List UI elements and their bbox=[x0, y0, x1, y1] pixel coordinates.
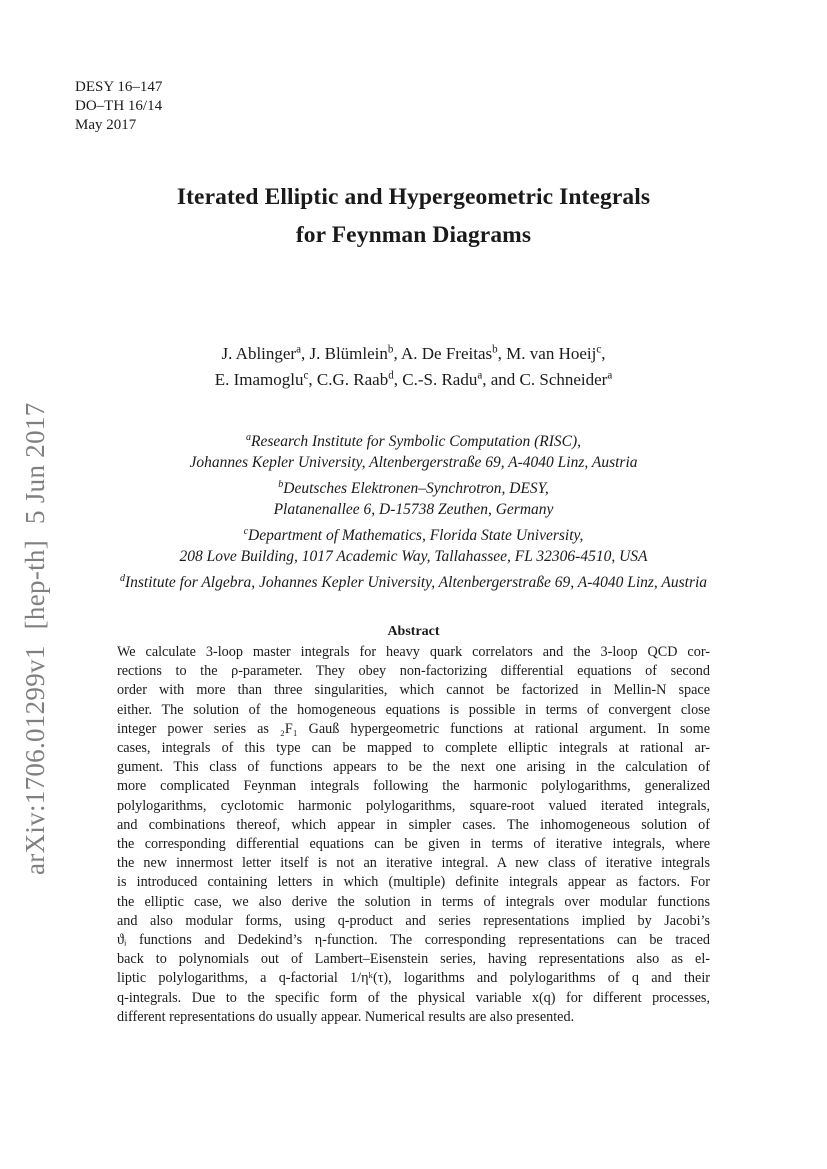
author: A. De Freitas$^b$ bbox=[401, 343, 498, 363]
abstract-line: rections to the ρ-parameter. They obey non-factorizing differential equations of second bbox=[117, 663, 710, 680]
abstract-line: is introduced containing letters in which (multiple) definite integrals appear as factors. For bbox=[117, 874, 710, 891]
abstract-line: liptic polylogarithms, a q-factorial 1/ηᵏ(τ), logarithms and polylogarithms of q and their bbox=[117, 970, 710, 987]
abstract-line: q-integrals. Due to the specific form of the physical variable x(q) for different processes, bbox=[117, 989, 710, 1006]
report-number-desy: DESY 16–147 bbox=[75, 79, 163, 95]
arxiv-category: [hep-th] bbox=[20, 540, 50, 630]
abstract-body bbox=[117, 643, 710, 1027]
paper-title bbox=[0, 178, 827, 254]
affiliation-a: $^a$Research Institute for Symbolic Computation (RISC), Johannes Kepler University, Altenbergerstraße 69, A-4040 Linz, Austria bbox=[189, 431, 638, 471]
report-number-doth: DO–TH 16/14 bbox=[75, 98, 163, 114]
arxiv-date: 5 Jun 2017 bbox=[20, 402, 50, 524]
affiliation-b: $^b$Deutsches Elektronen–Synchrotron, DESY, Platanenallee 6, D-15738 Zeuthen, Germany bbox=[273, 478, 554, 518]
abstract-line: different representations do usually appear. Numerical results are also presented. bbox=[117, 1008, 575, 1025]
author-list bbox=[0, 341, 827, 393]
title-line-1: Iterated Elliptic and Hypergeometric Integrals bbox=[176, 184, 651, 210]
abstract-line: polylogarithms, cyclotomic harmonic polylogarithms, square-root valued iterated integrals, bbox=[117, 797, 710, 814]
author-line-1: J. Ablinger$^a$, J. Blümlein$^b$, A. De Freitas$^b$, M. van Hoeij$^c$, bbox=[221, 343, 606, 363]
affiliation-d: $^d$Institute for Algebra, Johannes Kepler University, Altenbergerstraße 69, A-4040 Linz, Austria bbox=[119, 572, 708, 591]
arxiv-id: arXiv:1706.01299v1 bbox=[20, 645, 50, 875]
abstract-line: integer power series as ₂F₁ Gauß hypergeometric functions at rational argument. In some bbox=[117, 720, 710, 737]
abstract-line: the new innermost letter itself is not an iterative integral. A new class of iterative integrals bbox=[117, 855, 710, 872]
author: C.G. Raab$^d$ bbox=[316, 369, 394, 389]
author: E. Imamoglu$^c$ bbox=[214, 369, 309, 389]
abstract-line: back to polynomials out of Lambert–Eisenstein series, having representations also as el- bbox=[117, 951, 710, 968]
affiliation-c: $^c$Department of Mathematics, Florida State University, 208 Love Building, 1017 Academic Way, Tallahassee, FL 32306-4510, USA bbox=[179, 525, 648, 565]
affiliations bbox=[0, 431, 827, 598]
abstract-line: gument. This class of functions appears to be the next one arising in the calculation of bbox=[117, 759, 710, 776]
author: C.-S. Radu$^a$ bbox=[402, 369, 483, 389]
abstract-line: order with more than three singularities, which cannot be factorized in Mellin-N space bbox=[117, 682, 710, 699]
preprint-date: May 2017 bbox=[75, 117, 137, 133]
abstract-line: ϑᵢ functions and Dedekind’s η-function. The corresponding representations can be traced bbox=[117, 932, 710, 949]
author: J. Ablinger$^a$ bbox=[221, 343, 301, 363]
abstract-line: We calculate 3-loop master integrals for heavy quark correlators and the 3-loop QCD cor- bbox=[117, 644, 710, 660]
author: C. Schneider$^a$ bbox=[519, 369, 613, 389]
author-line-2: E. Imamoglu$^c$, C.G. Raab$^d$, C.-S. Radu$^a$, and C. Schneider$^a$ bbox=[214, 369, 613, 389]
abstract-heading: Abstract bbox=[387, 624, 440, 639]
title-line-2: for Feynman Diagrams bbox=[295, 222, 532, 248]
abstract-line: and also modular forms, using q-product and series representations implied by Jacobi’s bbox=[117, 912, 710, 929]
abstract-line: the corresponding differential equations can be given in terms of iterative integrals, where bbox=[117, 836, 710, 853]
abstract-line: and combinations thereof, which appear in simpler cases. The inhomogeneous solution of bbox=[117, 816, 710, 833]
author: M. van Hoeij$^c$ bbox=[506, 343, 602, 363]
abstract-line: cases, integrals of this type can be mapped to complete elliptic integrals at rational ar- bbox=[117, 740, 710, 757]
arxiv-stamp bbox=[20, 386, 51, 875]
author: J. Blümlein$^b$ bbox=[309, 343, 394, 363]
preprint-numbers bbox=[75, 78, 162, 135]
abstract-line: the elliptic case, we also derive the solution in terms of integrals over modular functions bbox=[117, 893, 710, 910]
abstract-line: more complicated Feynman integrals following the harmonic polylogarithms, generalized bbox=[117, 778, 710, 795]
abstract-line: either. The solution of the homogeneous equations is possible in terms of convergent close bbox=[117, 701, 710, 718]
